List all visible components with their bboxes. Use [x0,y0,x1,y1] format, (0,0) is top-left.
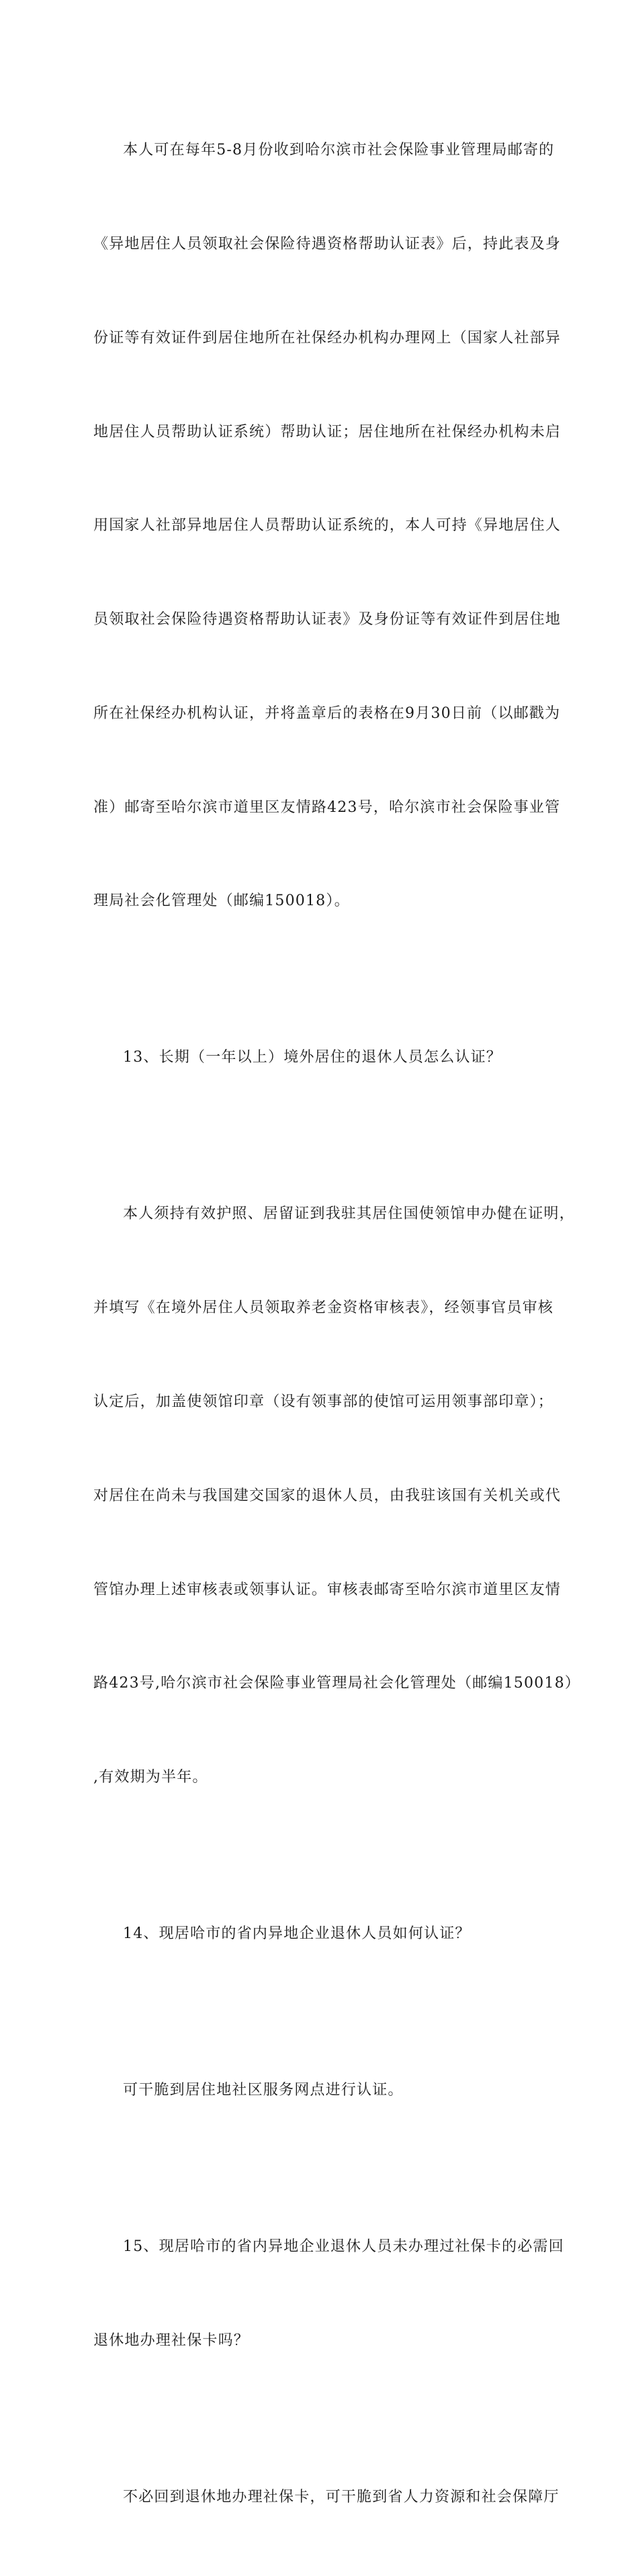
text-line: 份证等有效证件到居住地所在社保经办机构办理网上（国家人社部异 [93,329,562,347]
text-line: 员领取社会保险待遇资格帮助认证表》及身份证等有效证件到居住地 [93,611,562,629]
answer-14-paragraph [93,2013,537,2169]
text-line: 15、现居哈市的省内异地企业退休人员未办理过社保卡的必需回 [123,2238,564,2255]
text-line: 不必回到退休地办理社保卡，可干脆到省人力资源和社会保障厅 [123,2488,560,2505]
text-line: 所在社保经办机构认证，并将盖章后的表格在9月30日前（以邮戳为 [93,704,561,722]
text-line: 退休地办理社保卡吗？ [93,2332,250,2349]
text-line: 认定后，加盖使领馆印章（设有领事部的使馆可运用领事部印章）； [93,1393,554,1410]
text-line: 对居住在尚未与我国建交国家的退休人员，由我驻该国有关机关或代 [93,1487,562,1504]
document-body [93,73,580,2576]
text-line: 路423号,哈尔滨市社会保险事业管理局社会化管理处（邮编150018） [93,1675,580,1692]
paragraph-harbin-certification-by-mail [93,73,562,980]
text-line: 理局社会化管理处（邮编150018）。 [93,892,350,910]
question-13-heading [93,980,537,1136]
text-line: 管馆办理上述审核表或领事认证。审核表邮寄至哈尔滨市道里区友情 [93,1581,562,1598]
text-line: 地居住人员帮助认证系统）帮助认证；居住地所在社保经办机构未启 [93,423,562,441]
text-line: 14、现居哈市的省内异地企业退休人员如何认证？ [123,1925,471,1943]
text-line: 《异地居住人员领取社会保险待遇资格帮助认证表》后，持此表及身 [93,235,562,252]
text-line: 13、长期（一年以上）境外居住的退休人员怎么认证？ [123,1049,502,1066]
text-line: 并填写《在境外居住人员领取养老金资格审核表》，经领事官员审核 [93,1299,554,1317]
answer-13-paragraph [93,1136,580,1856]
question-14-heading [93,1856,537,2013]
text-line: 本人须持有效护照、居留证到我驻其居住国使领馆申办健在证明， [123,1205,575,1223]
text-line: 可干脆到居住地社区服务网点进行认证。 [123,2082,404,2099]
text-line: 准）邮寄至哈尔滨市道里区友情路423号，哈尔滨市社会保险事业管 [93,798,561,816]
text-line: 用国家人社部异地居住人员帮助认证系统的，本人可持《异地居住人 [93,517,562,535]
text-line: 本人可在每年5-8月份收到哈尔滨市社会保险事业管理局邮寄的 [123,142,555,159]
text-line: ,有效期为半年。 [93,1769,208,1786]
answer-15-paragraph [93,2420,560,2576]
question-15-heading [93,2169,564,2420]
